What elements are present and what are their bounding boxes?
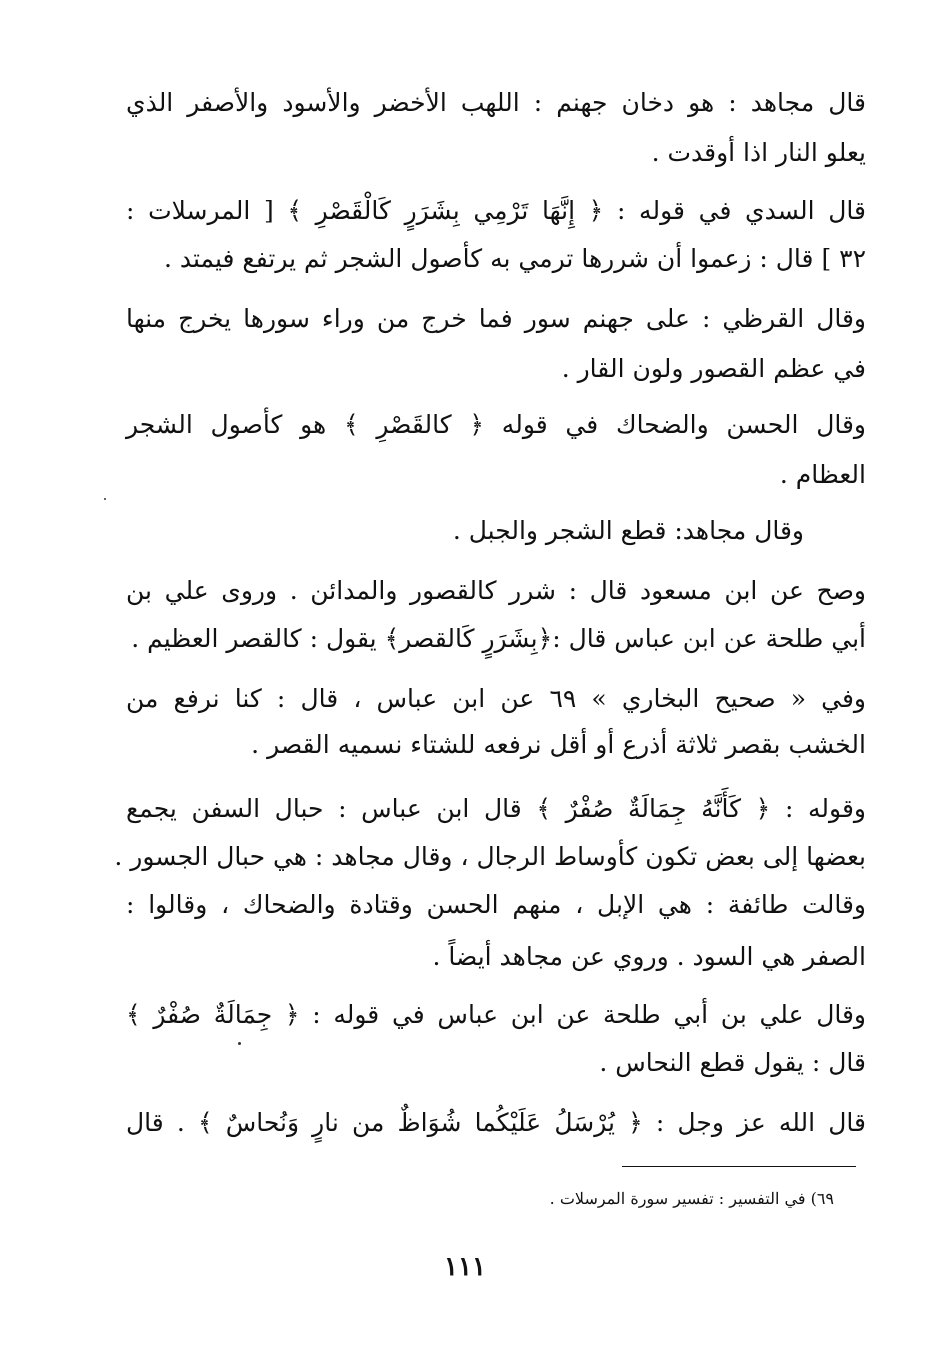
paragraph-9-line-1: وقالت طائفة : هي الإبل ، منهم الحسن وقتادة والضحاك ، وقالوا : <box>126 890 866 919</box>
paragraph-3-line-1: وقال القرظي : على جهنم سور فما خرج من وراء سورها يخرج منها <box>126 304 866 333</box>
paragraph-7-line-2: الخشب بقصر ثلاثة أذرع أو أقل نرفعه للشتاء نسميه القصر . <box>251 730 866 759</box>
paragraph-2-line-2: ٣٢ ] قال : زعموا أن شررها ترمي به كأصول الشجر ثم يرتفع فيمتد . <box>163 244 866 273</box>
paragraph-9-line-2: الصفر هي السود . وروي عن مجاهد أيضاً . <box>432 942 866 971</box>
paragraph-4-line-2: العظام . <box>779 460 866 489</box>
footnote: ٦٩) في التفسير : تفسير سورة المرسلات . <box>549 1189 834 1208</box>
paragraph-8-line-1: وقوله : ﴿ كَأَنَّهُ جِمَالَةٌ صُفْرٌ ﴾ قال ابن عباس : حبال السفن يجمع <box>126 794 866 823</box>
paragraph-3-line-2: في عظم القصور ولون القار . <box>561 354 866 383</box>
paragraph-1-line-2: يعلو النار اذا أوقدت . <box>651 138 866 167</box>
paragraph-10-line-2: قال : يقول قطع النحاس . <box>599 1048 866 1077</box>
paragraph-4-line-1: وقال الحسن والضحاك في قوله ﴿ كالقَصْرِ ﴾ هو كأصول الشجر <box>126 410 866 439</box>
paragraph-7-line-1: وفي « صحيح البخاري » ٦٩ عن ابن عباس ، قال : كنا نرفع من <box>126 684 866 713</box>
page-number: ١١١ <box>444 1252 486 1282</box>
paragraph-10-line-1: وقال علي بن أبي طلحة عن ابن عباس في قوله : ﴿ جِمَالَةٌ صُفْرٌ ﴾ <box>126 1000 866 1029</box>
scan-speck <box>238 1042 241 1045</box>
paragraph-1-line-1: قال مجاهد : هو دخان جهنم : اللهب الأخضر والأسود والأصفر الذي <box>126 88 866 117</box>
footnote-separator <box>622 1166 856 1167</box>
paragraph-6-line-2: أبي طلحة عن ابن عباس قال :﴿بِشَرَرٍ كَالقصر﴾ يقول : كالقصر العظيم . <box>131 624 866 653</box>
paragraph-8-line-2: بعضها إلى بعض تكون كأوساط الرجال ، وقال مجاهد : هي حبال الجسور . <box>114 842 866 871</box>
paragraph-6-line-1: وصح عن ابن مسعود قال : شرر كالقصور والمدائن . وروى علي بن <box>126 576 866 605</box>
paragraph-11-line-1: قال الله عز وجل : ﴿ يُرْسَلُ عَلَيْكُما شُوَاظٌ من نارٍ وَنُحاسٌ ﴾ . قال <box>126 1108 866 1137</box>
scan-speck <box>104 498 106 500</box>
paragraph-2-line-1: قال السدي في قوله : ﴿ إِنَّهَا تَرْمِي بِشَرَرٍ كَالْقَصْرِ ﴾ [ المرسلات : <box>126 196 866 225</box>
paragraph-5-line-1: وقال مجاهد: قطع الشجر والجبل . <box>452 516 804 545</box>
